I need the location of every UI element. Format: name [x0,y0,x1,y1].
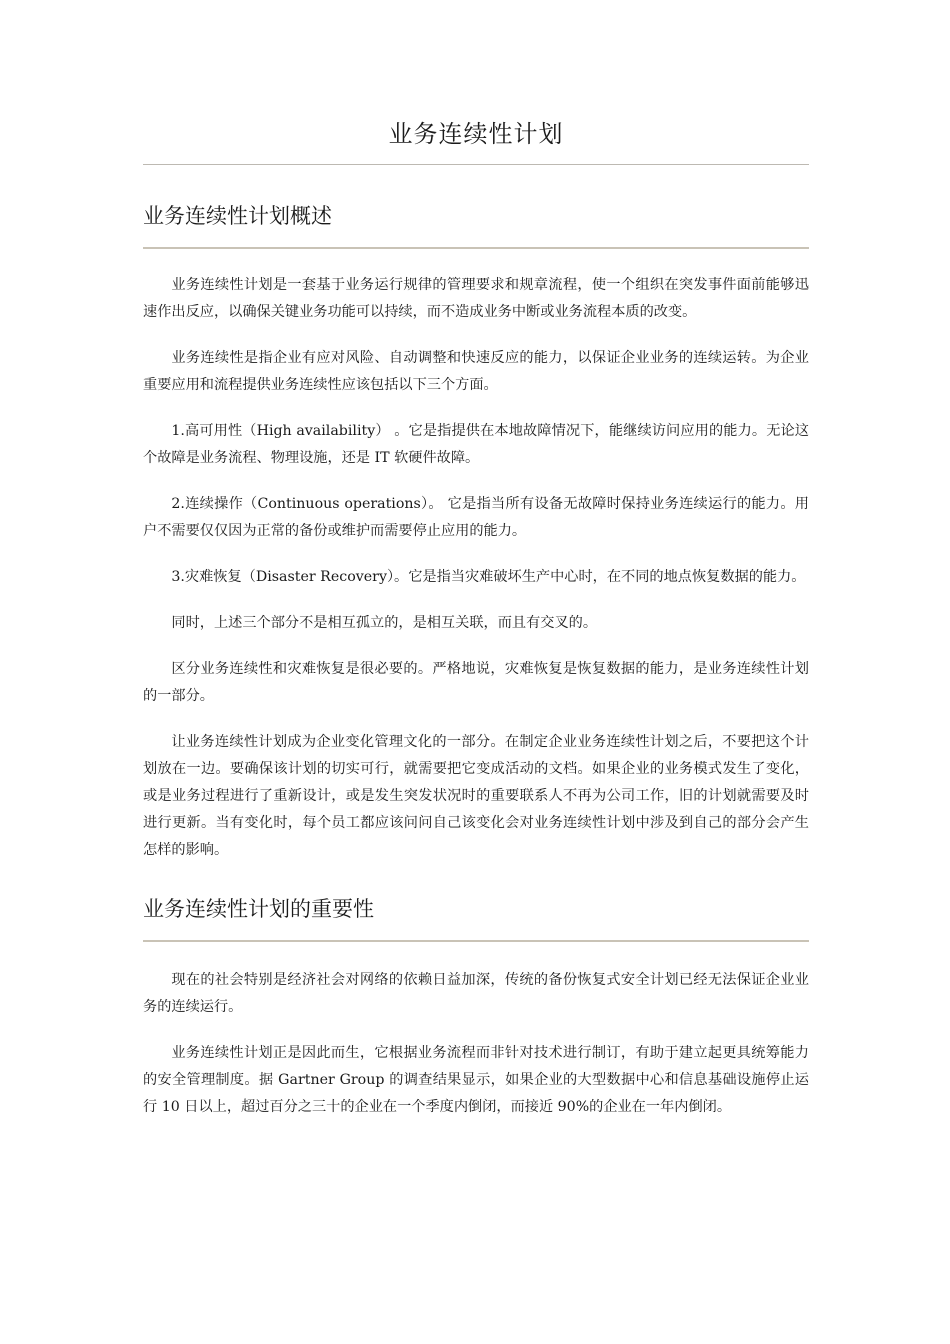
section-divider [143,247,809,249]
paragraph: 区分业务连续性和灾难恢复是很必要的。严格地说，灾难恢复是恢复数据的能力，是业务连续性计划的一部分。 [143,661,809,704]
section-divider [143,940,809,942]
section-heading: 业务连续性计划的重要性 [143,897,374,921]
section-body [143,967,809,1121]
paragraph: 业务连续性是指企业有应对风险、自动调整和快速反应的能力，以保证企业业务的连续运转。为企业重要应用和流程提供业务连续性应该包括以下三个方面。 [143,350,809,393]
section-overview [143,201,809,864]
paragraph: 现在的社会特别是经济社会对网络的依赖日益加深，传统的备份恢复式安全计划已经无法保证企业业务的连续运行。 [143,972,809,1015]
paragraph: 业务连续性计划正是因此而生，它根据业务流程而非针对技术进行制订，有助于建立起更具统筹能力的安全管理制度。据 Gartner Group 的调查结果显示，如果企业的大型数据中心和信息基础设施停止运行 10 日以上，超过百分之三十的企业在一个季度内倒闭，而接近 90%的企业在一年内倒闭。 [143,1045,809,1115]
paragraph: 1.高可用性（High availability） 。它是指提供在本地故障情况下，能继续访问应用的能力。无论这个故障是业务流程、物理设施，还是 IT 软硬件故障。 [143,423,809,466]
paragraph: 让业务连续性计划成为企业变化管理文化的一部分。在制定企业业务连续性计划之后，不要把这个计划放在一边。要确保该计划的切实可行，就需要把它变成活动的文档。如果企业的业务模式发生了变化，或是业务过程进行了重新设计，或是发生突发状况时的重要联系人不再为公司工作，旧的计划就需要及时进行更新。当有变化时，每个员工都应该问问自己该变化会对业务连续性计划中涉及到自己的部分会产生怎样的影响。 [143,734,809,858]
section-body [143,272,809,864]
paragraph: 同时，上述三个部分不是相互孤立的，是相互关联，而且有交叉的。 [171,615,598,631]
document-page [143,0,809,1121]
paragraph: 2.连续操作（Continuous operations）。 它是指当所有设备无故障时保持业务连续运行的能力。用户不需要仅仅因为正常的备份或维护而需要停止应用的能力。 [143,496,809,539]
document-title: 业务连续性计划 [388,120,564,148]
section-heading: 业务连续性计划概述 [143,204,332,228]
paragraph: 3.灾难恢复（Disaster Recovery）。它是指当灾难破坏生产中心时，在不同的地点恢复数据的能力。 [171,569,806,585]
title-divider [143,164,809,165]
paragraph: 业务连续性计划是一套基于业务运行规律的管理要求和规章流程，使一个组织在突发事件面前能够迅速作出反应，以确保关键业务功能可以持续，而不造成业务中断或业务流程本质的改变。 [143,277,809,320]
section-importance [143,894,809,1121]
